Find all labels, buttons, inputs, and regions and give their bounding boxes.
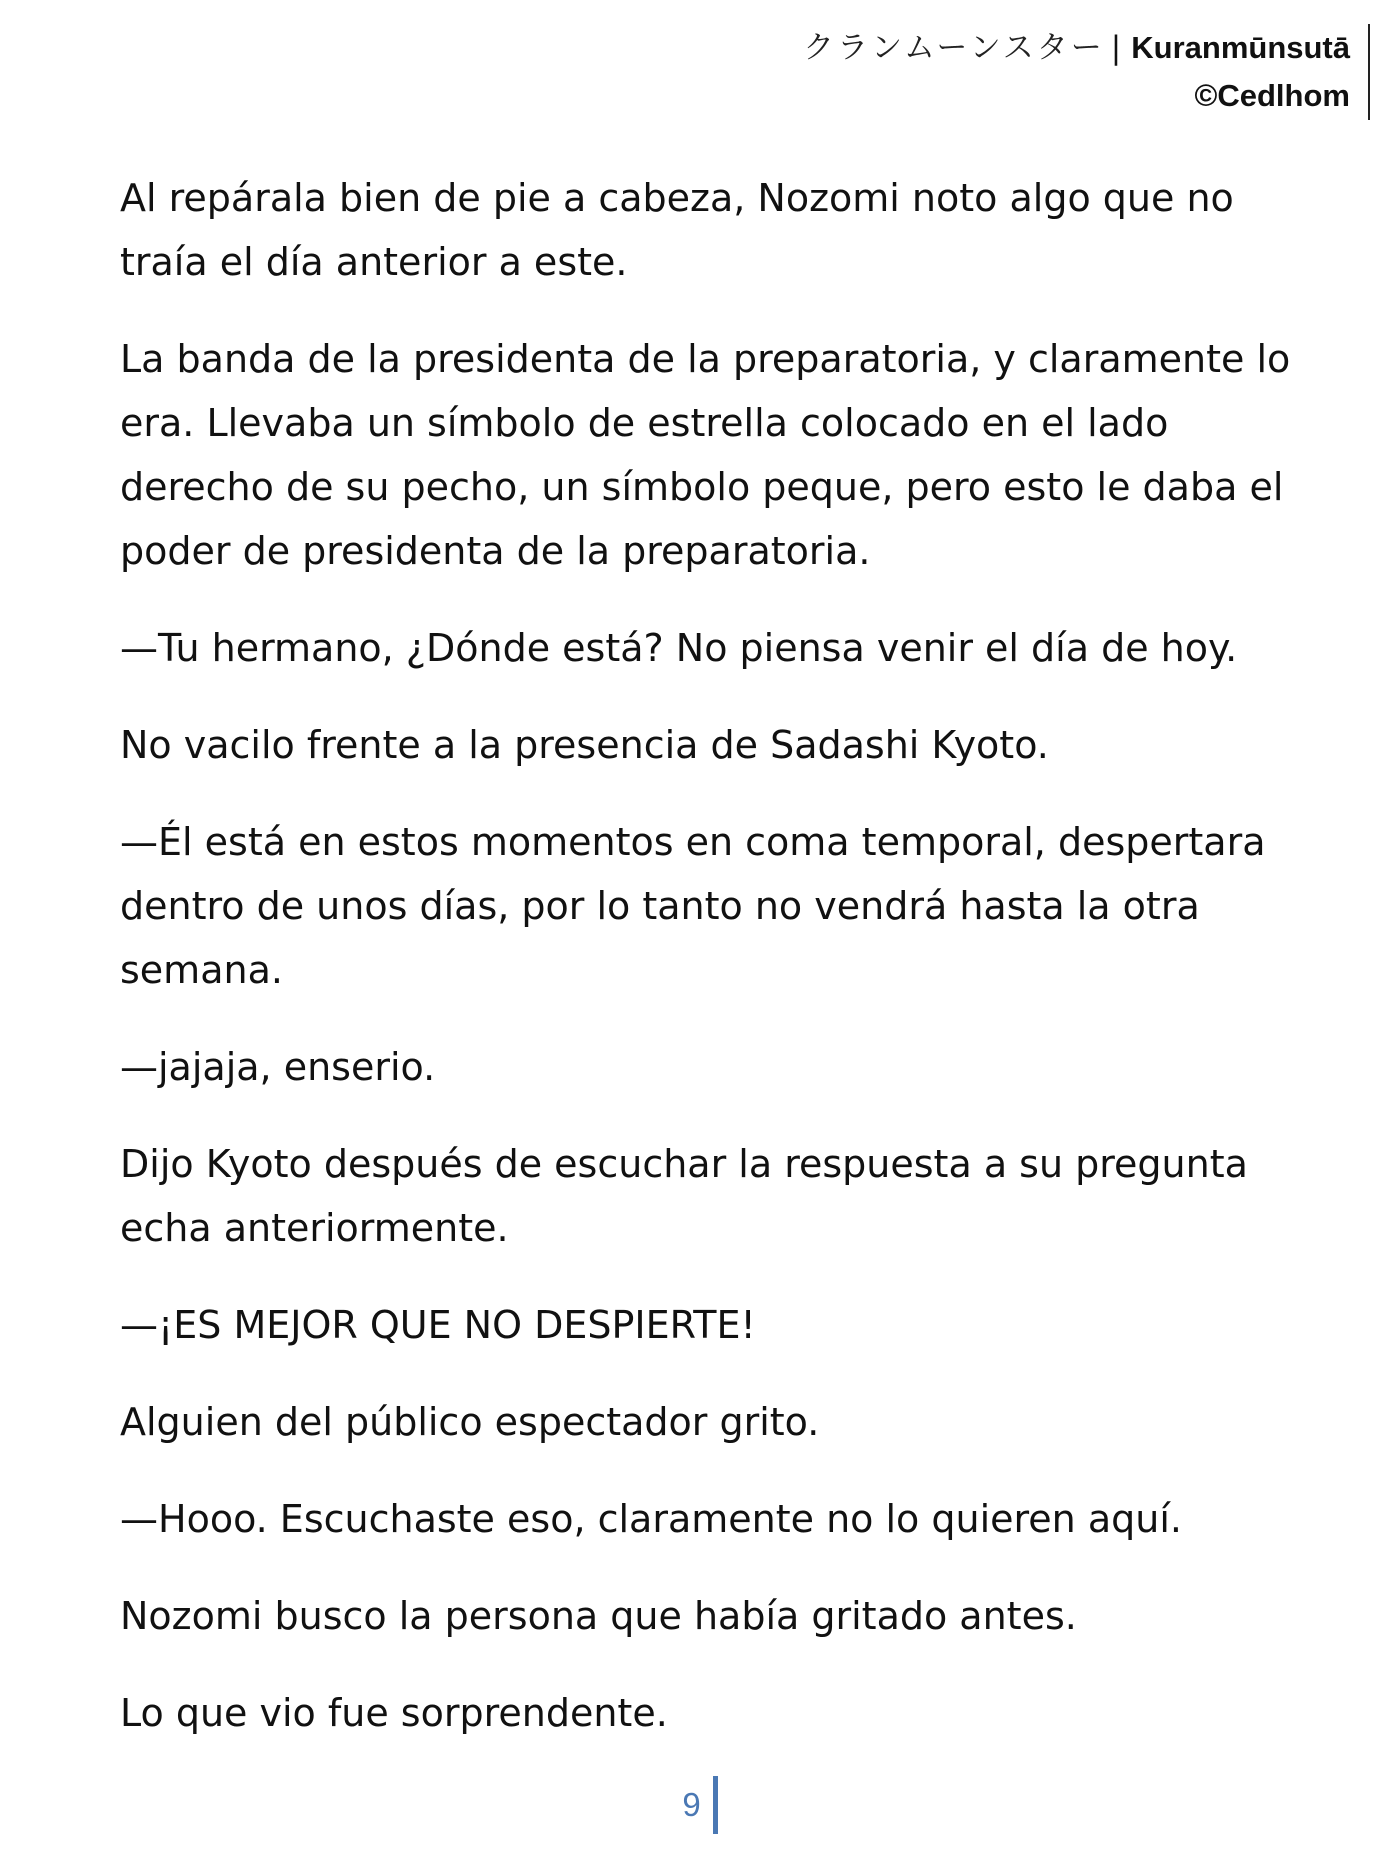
page-number: 9 — [682, 1776, 717, 1834]
header-romaji-title: Kuranmūnsutā — [1131, 30, 1350, 65]
paragraph: No vacilo frente a la presencia de Sadashi Kyoto. — [120, 723, 1049, 767]
paragraph: —jajaja, enserio. — [120, 1045, 436, 1089]
paragraph: Lo que vio fue sorprendente. — [120, 1691, 668, 1735]
paragraph: Alguien del público espectador grito. — [120, 1400, 820, 1444]
paragraph: Al repárala bien de pie a cabeza, Nozomi noto algo que no traía el día anterior a este. — [120, 176, 1234, 284]
page-footer — [0, 1776, 1400, 1834]
paragraph: —Hooo. Escuchaste eso, claramente no lo quieren aquí. — [120, 1497, 1182, 1541]
page-header — [803, 24, 1370, 120]
header-japanese-title: クランムーンスター — [803, 30, 1105, 66]
paragraph: —Tu hermano, ¿Dónde está? No piensa venir el día de hoy. — [120, 626, 1238, 670]
document-body — [120, 166, 1300, 1778]
paragraph: La banda de la presidenta de la preparatoria, y claramente lo era. Llevaba un símbolo de estrella colocado en el lado derecho de su pecho, un símbolo peque, pero esto le daba el poder de presidenta de la preparatoria. — [120, 337, 1291, 573]
header-title-line — [803, 24, 1350, 72]
paragraph: Dijo Kyoto después de escuchar la respuesta a su pregunta echa anteriormente. — [120, 1142, 1248, 1250]
paragraph: Nozomi busco la persona que había gritado antes. — [120, 1594, 1077, 1638]
header-separator: | — [1110, 30, 1122, 66]
paragraph: —¡ES MEJOR QUE NO DESPIERTE! — [120, 1303, 756, 1347]
header-credit: ©Cedlhom — [1194, 78, 1350, 113]
paragraph: —Él está en estos momentos en coma temporal, despertara dentro de unos días, por lo tanto no vendrá hasta la otra semana. — [120, 820, 1266, 992]
